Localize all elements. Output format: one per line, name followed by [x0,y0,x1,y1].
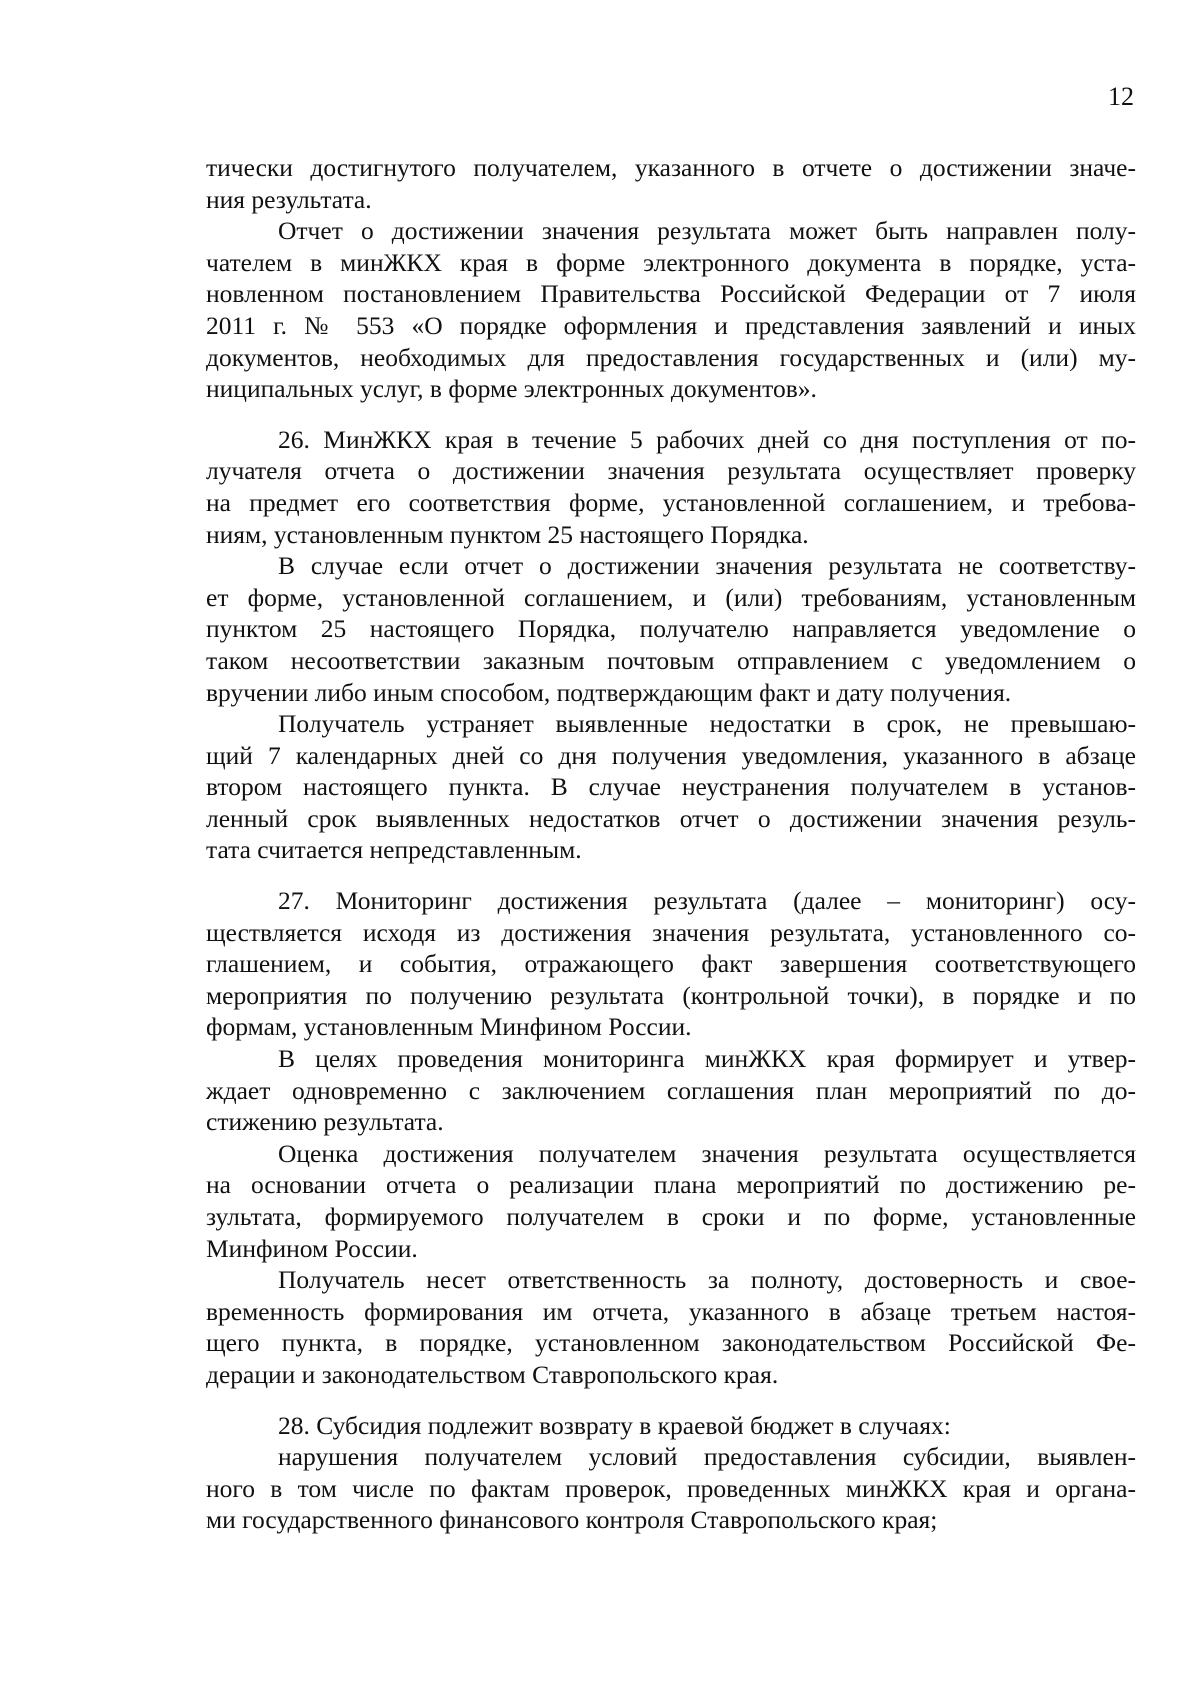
text-line: новленном постановлением Правительства Российской Федерации от 7 июля [206,279,1136,309]
text-line: ждает одновременно с заключением соглашения план мероприятий по до- [206,1075,1136,1105]
text-line: зультата, формируемого получателем в сроки и по форме, установленные [206,1202,1136,1231]
text-line: щий 7 календарных дней со дня получения уведомления, указанного в абзаце [206,740,1136,770]
text-line: чателем в минЖКХ края в форме электронного документа в порядке, уста- [206,247,1136,277]
paragraph [206,1043,1136,1138]
paragraph [206,152,1136,215]
text-line: щего пункта, в порядке, установленном законодательством Российской Фе- [206,1328,1136,1358]
text-line: Получатель устраняет выявленные недостатки в срок, не превышаю- [278,709,1136,739]
text-line: тически достигнутого получателем, указанного в отчете о достижении значе- [206,153,1136,182]
text-line: временность формирования им отчета, указанного в абзаце третьем настоя- [206,1296,1136,1326]
paragraph [206,1410,1136,1442]
text-line: на основании отчета о реализации плана мероприятий по достижению ре- [206,1170,1136,1200]
text-line: Оценка достижения получателем значения результата осуществляется [278,1138,1136,1168]
paragraph [206,885,1136,1043]
text-line: таком несоответствии заказным почтовым отправлением с уведомлением о [206,645,1136,675]
text-line: вручении либо иным способом, подтверждающим факт и дату получения. [206,677,1012,707]
paragraph-gap [206,1391,1136,1410]
text-line: тата считается непредставленным. [206,835,582,865]
text-line: дерации и законодательством Ставропольского края. [206,1359,779,1389]
text-line: 2011 г. № 553 «О порядке оформления и представления заявлений и иных [206,310,1136,340]
text-line: глашением, и события, отражающего факт завершения соответствующего [206,949,1136,979]
paragraph [206,215,1136,405]
paragraph [206,1441,1136,1536]
text-line: Получатель несет ответственность за полноту, достоверность и свое- [278,1265,1136,1295]
text-line: ния результата. [206,184,372,214]
page-number: 12 [1108,82,1134,111]
text-line: Минфином России. [206,1233,418,1263]
text-line: В целях проведения мониторинга минЖКХ края формирует и утвер- [278,1044,1136,1074]
text-line: втором настоящего пункта. В случае неустранения получателем в установ- [206,772,1136,802]
text-line: ществляется исходя из достижения значения результата, установленного со- [206,917,1136,947]
text-line: формам, установленным Минфином России. [206,1012,692,1042]
text-line: 26. МинЖКХ края в течение 5 рабочих дней со дня поступления от по- [278,424,1136,454]
paragraph [206,1264,1136,1390]
text-line: Отчет о достижении значения результата может быть направлен полу- [278,216,1136,246]
text-line: стижению результата. [206,1107,444,1137]
text-line: ниям, установленным пунктом 25 настоящего Порядка. [206,519,809,549]
text-line: пунктом 25 настоящего Порядка, получателю направляется уведомление о [206,614,1136,644]
text-line: ленный срок выявленных недостатков отчет о достижении значения резуль- [206,803,1136,833]
paragraph [206,1138,1136,1264]
paragraph [206,424,1136,550]
document-body [206,152,1136,1536]
text-line: нарушения получателем условий предоставления субсидии, выявлен- [278,1442,1136,1472]
paragraph [206,550,1136,708]
text-line: В случае если отчет о достижении значения результата не соответству- [278,551,1136,581]
text-line: лучателя отчета о достижении значения результата осуществляет проверку [206,456,1136,486]
text-line: ет форме, установленной соглашением, и (или) требованиям, установленным [206,582,1136,612]
text-line: ми государственного финансового контроля Ставропольского края; [206,1505,938,1535]
paragraph [206,708,1136,866]
text-line: 28. Субсидия подлежит возврату в краевой бюджет в случаях: [278,1410,951,1440]
text-line: ниципальных услуг, в форме электронных документов». [206,374,817,404]
paragraph-gap [206,866,1136,885]
text-line: мероприятия по получению результата (контрольной точки), в порядке и по [206,980,1136,1010]
text-line: 27. Мониторинг достижения результата (далее – мониторинг) осу- [278,886,1136,916]
text-line: ного в том числе по фактам проверок, проведенных минЖКХ края и органа- [206,1473,1136,1503]
text-line: на предмет его соответствия форме, установленной соглашением, и требова- [206,487,1136,517]
text-line: документов, необходимых для предоставления государственных и (или) му- [206,342,1136,372]
paragraph-gap [206,405,1136,424]
